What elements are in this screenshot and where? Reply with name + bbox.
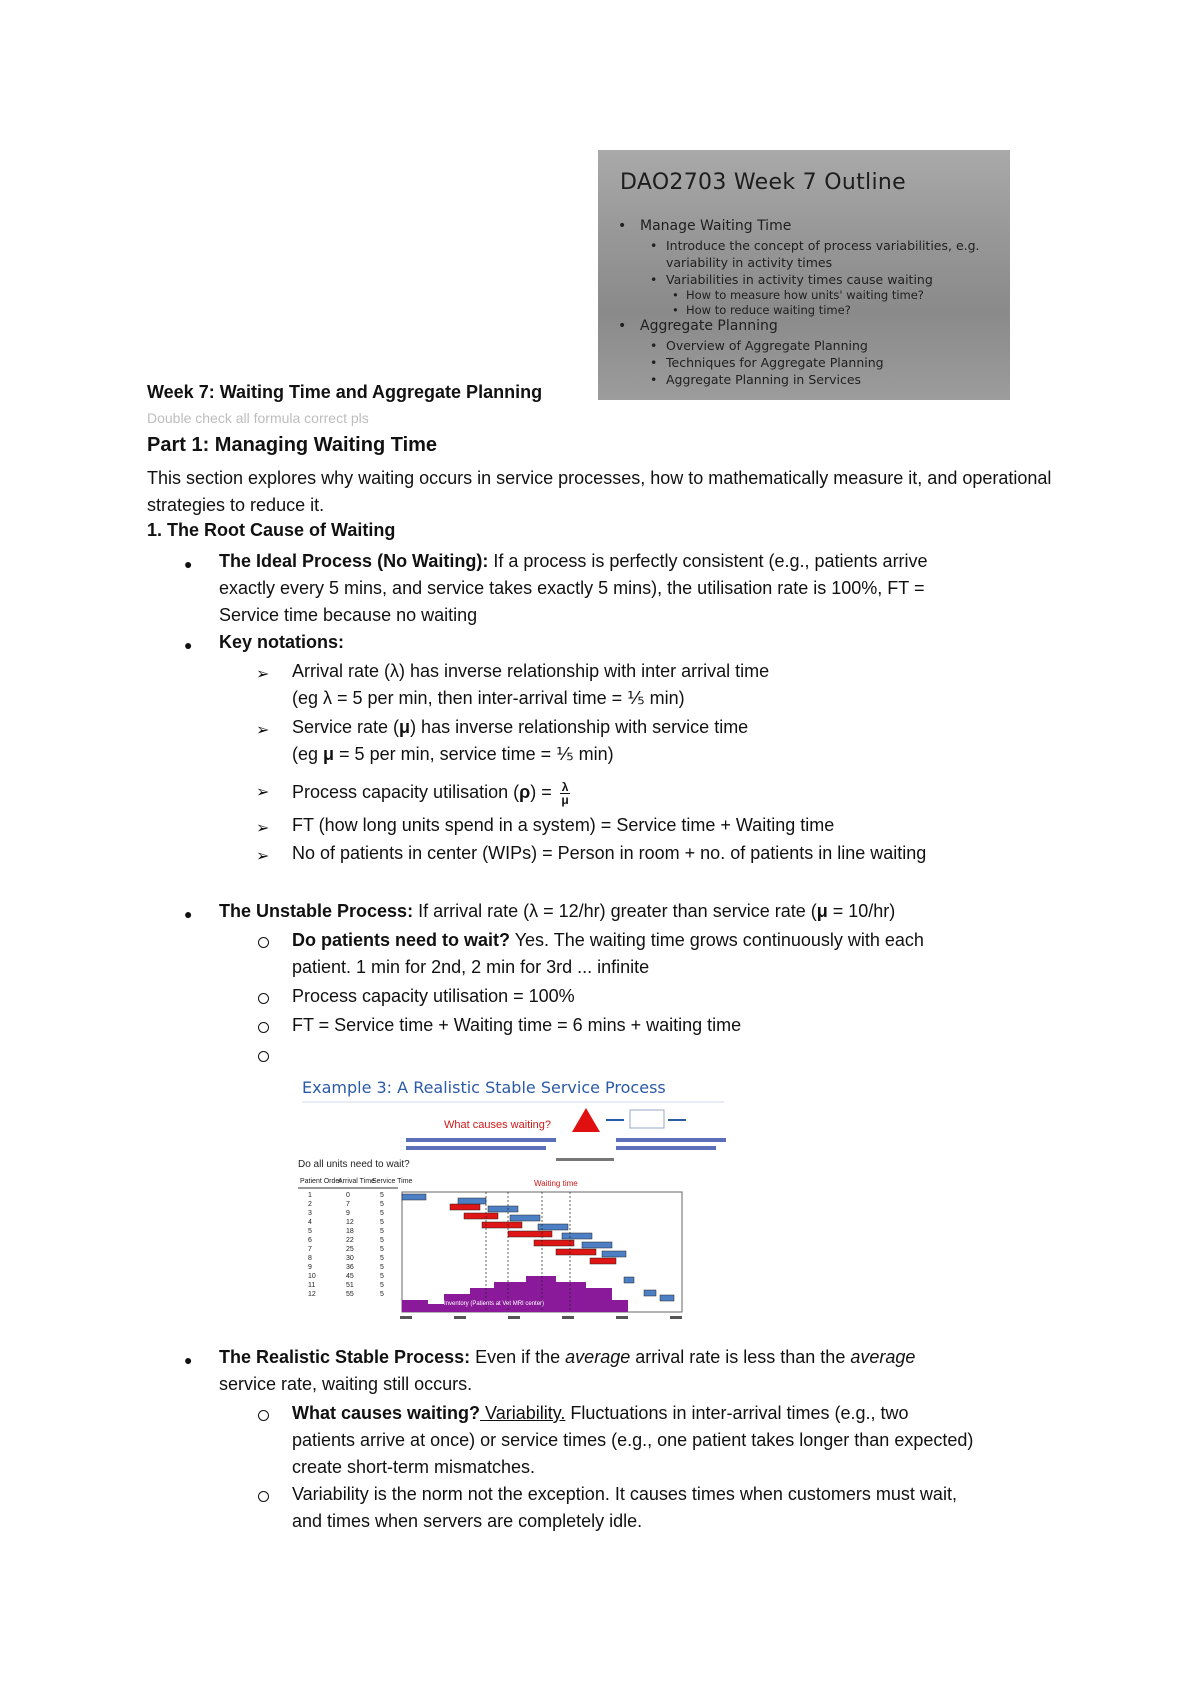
gantt-bars xyxy=(402,1192,674,1312)
table-cell: 5 xyxy=(380,1264,384,1271)
text: ) = xyxy=(530,782,557,802)
col-header-order: Patient Order xyxy=(300,1178,342,1185)
x-axis-ticks xyxy=(400,1316,682,1319)
gantt-bar xyxy=(644,1290,656,1296)
process-box-icon xyxy=(630,1110,664,1128)
hollow-bullet-icon xyxy=(258,1051,269,1062)
unstable-flow-time: FT = Service time + Waiting time = 6 mins + waiting time xyxy=(292,1015,742,1035)
unstable-wait-question xyxy=(292,927,924,954)
gantt-bar xyxy=(556,1249,596,1255)
gantt-bar xyxy=(562,1233,592,1239)
table-cell: 5 xyxy=(308,1228,312,1235)
tick xyxy=(670,1316,682,1319)
arrow-bullet-icon: ➢ xyxy=(256,784,270,801)
example3-title: Example 3: A Realistic Stable Service Process xyxy=(302,1078,666,1097)
hollow-bullet-icon xyxy=(258,1491,269,1502)
ideal-line2: exactly every 5 mins, and service takes exactly 5 mins), the utilisation rate is 100%, FT = xyxy=(219,578,925,598)
note-bar xyxy=(556,1158,614,1161)
gantt-bar xyxy=(660,1295,674,1301)
gantt-bar xyxy=(482,1222,522,1228)
fraction-lambda-over-mu xyxy=(560,781,571,806)
table-cell: 22 xyxy=(346,1237,354,1244)
table-cell: 5 xyxy=(380,1291,384,1298)
table-cell: 3 xyxy=(308,1210,312,1217)
slide-outline-item: • Manage Waiting Time xyxy=(614,218,1010,235)
key-notations-label: Key notations: xyxy=(219,632,345,652)
hollow-bullet-icon xyxy=(258,937,269,948)
ideal-text1: If a process is perfectly consistent (e.g., patients arrive xyxy=(488,551,928,571)
mu-symbol: μ xyxy=(323,744,335,764)
table-cell: 5 xyxy=(380,1237,384,1244)
inventory-legend: Inventory (Patients at Vet MRI center) xyxy=(444,1301,545,1307)
gantt-bar xyxy=(464,1213,498,1219)
table-cell: 45 xyxy=(346,1273,354,1280)
hollow-bullet-icon xyxy=(258,1022,269,1033)
gantt-bar xyxy=(582,1242,612,1248)
unstable-wait-answer: patient. 1 min for 2nd, 2 min for 3rd ... infinite xyxy=(292,957,650,977)
notation-arrival-rate: Arrival rate (λ) has inverse relationship with inter arrival time xyxy=(292,661,770,681)
text: = 5 per min, service time = ⅕ min) xyxy=(334,744,614,764)
text: Process capacity utilisation ( xyxy=(292,782,520,802)
gantt-bar xyxy=(508,1231,552,1237)
norm-line2: and times when servers are completely idle. xyxy=(292,1511,643,1531)
patient-table xyxy=(308,1192,384,1298)
table-header xyxy=(300,1178,413,1185)
table-cell: 36 xyxy=(346,1264,354,1271)
gantt-bar xyxy=(602,1251,626,1257)
variability-underlined: Variability. xyxy=(480,1403,566,1423)
table-cell: 6 xyxy=(308,1237,312,1244)
table-cell: 9 xyxy=(308,1264,312,1271)
table-cell: 10 xyxy=(308,1273,316,1280)
table-cell: 5 xyxy=(380,1282,384,1289)
text: Yes. The waiting time grows continuously with each xyxy=(510,930,924,950)
tick xyxy=(616,1316,628,1319)
slide-image-week7-outline xyxy=(598,150,1010,400)
note-bar xyxy=(616,1138,726,1142)
slide-outline-item: • Aggregate Planning in Services xyxy=(614,371,1010,388)
what-causes-waiting-label: What causes waiting? xyxy=(444,1119,551,1131)
bullet-realistic: ● xyxy=(184,1352,193,1368)
text: = 10/hr) xyxy=(827,901,896,921)
table-cell: 12 xyxy=(346,1219,354,1226)
hollow-bullet-icon xyxy=(258,1410,269,1421)
gantt-bar xyxy=(450,1204,480,1210)
table-cell: 2 xyxy=(308,1201,312,1208)
cause-label: What causes waiting? xyxy=(292,1403,481,1423)
table-cell: 7 xyxy=(308,1246,312,1253)
slide-outline-item: • Techniques for Aggregate Planning xyxy=(614,354,1010,371)
notation-flow-time: FT (how long units spend in a system) = Service time + Waiting time xyxy=(292,815,835,835)
question-label: Do patients need to wait? xyxy=(292,930,511,950)
cause-line3: create short-term mismatches. xyxy=(292,1457,536,1477)
notation-wip: No of patients in center (WIPs) = Person in room + no. of patients in line waiting xyxy=(292,843,927,863)
gantt-bar xyxy=(624,1277,634,1283)
notation-service-example xyxy=(292,741,614,768)
slide-title: DAO2703 Week 7 Outline xyxy=(620,170,906,195)
table-cell: 1 xyxy=(308,1192,312,1199)
arrow-bullet-icon: ➢ xyxy=(256,666,270,683)
table-cell: 5 xyxy=(380,1246,384,1253)
realistic-label: The Realistic Stable Process: xyxy=(219,1347,471,1367)
bullet-unstable: ● xyxy=(184,906,193,922)
unstable-label: The Unstable Process: xyxy=(219,901,414,921)
fraction-denominator: μ xyxy=(561,792,569,807)
table-cell: 12 xyxy=(308,1291,316,1298)
gantt-bar xyxy=(402,1194,426,1200)
slide-outline-item: • Aggregate Planning xyxy=(614,318,1010,335)
notation-utilisation xyxy=(292,772,570,812)
slide-outline-item: • Overview of Aggregate Planning xyxy=(614,337,1010,354)
table-cell: 5 xyxy=(380,1210,384,1217)
note-bar xyxy=(616,1146,716,1150)
section1-heading: 1. The Root Cause of Waiting xyxy=(147,520,396,540)
gantt-bar xyxy=(458,1198,486,1204)
rho-symbol: ρ xyxy=(519,782,531,802)
table-cell: 4 xyxy=(308,1219,312,1226)
waiting-time-label: Waiting time xyxy=(534,1179,578,1188)
table-cell: 11 xyxy=(308,1282,316,1289)
table-cell: 5 xyxy=(380,1192,384,1199)
text: (eg xyxy=(292,744,324,764)
slide-outline-list xyxy=(614,218,1010,388)
table-cell: 5 xyxy=(380,1228,384,1235)
reviewer-note: Double check all formula correct pls xyxy=(147,410,369,426)
slide-outline-item: • How to reduce waiting time? xyxy=(614,303,1010,318)
slide-outline-item: • How to measure how units' waiting time? xyxy=(614,288,1010,303)
example3-figure xyxy=(294,1072,730,1324)
warning-triangle-icon xyxy=(572,1108,600,1132)
bullet-ideal: ● xyxy=(184,556,193,572)
slide-outline-item: • Introduce the concept of process variabilities, e.g. xyxy=(614,237,1010,254)
cause-line2: patients arrive at once) or service times (e.g., one patient takes longer than expected) xyxy=(292,1430,974,1450)
gantt-bar xyxy=(538,1224,568,1230)
arrow-bullet-icon: ➢ xyxy=(256,848,270,865)
ideal-line1 xyxy=(219,548,928,575)
table-cell: 5 xyxy=(380,1201,384,1208)
ideal-line3: Service time because no waiting xyxy=(219,605,478,625)
document-title: Week 7: Waiting Time and Aggregate Planning xyxy=(147,382,543,402)
table-cell: 5 xyxy=(380,1273,384,1280)
tick xyxy=(508,1316,520,1319)
hollow-bullet-icon xyxy=(258,993,269,1004)
table-cell: 0 xyxy=(346,1192,350,1199)
mu-symbol: μ xyxy=(399,717,411,737)
example3-slide-image xyxy=(294,1072,730,1324)
table-cell: 8 xyxy=(308,1255,312,1262)
variability-notes xyxy=(406,1138,726,1161)
average-italic: average xyxy=(850,1347,916,1367)
arrow-bullet-icon: ➢ xyxy=(256,722,270,739)
slide-outline-item: • Variabilities in activity times cause waiting xyxy=(614,271,1010,288)
norm-line1: Variability is the norm not the exception. It causes times when customers must wait, xyxy=(292,1484,957,1504)
text: arrival rate is less than the xyxy=(630,1347,851,1367)
unstable-line xyxy=(219,898,895,925)
table-cell: 51 xyxy=(346,1282,354,1289)
gantt-bar xyxy=(510,1215,540,1221)
realistic-line2: service rate, waiting still occurs. xyxy=(219,1374,473,1394)
gantt-bar xyxy=(488,1206,518,1212)
part1-heading: Part 1: Managing Waiting Time xyxy=(147,434,438,456)
notation-arrival-example: (eg λ = 5 per min, then inter-arrival time = ⅕ min) xyxy=(292,688,685,708)
text: Service rate ( xyxy=(292,717,400,737)
cause-line1 xyxy=(292,1400,909,1427)
text: Even if the xyxy=(470,1347,566,1367)
intro-paragraph: This section explores why waiting occurs in service processes, how to mathematically measure it, and operational strategies to reduce it. xyxy=(147,468,1052,515)
notation-service-rate xyxy=(292,714,748,741)
tick xyxy=(400,1316,412,1319)
table-cell: 30 xyxy=(346,1255,354,1262)
fraction-numerator: λ xyxy=(561,779,569,794)
col-header-service: Service Time xyxy=(372,1178,413,1185)
col-header-arrival: Arrival Time xyxy=(338,1178,375,1185)
tick xyxy=(562,1316,574,1319)
table-cell: 25 xyxy=(346,1246,354,1253)
ideal-label: The Ideal Process (No Waiting): xyxy=(219,551,489,571)
text: Fluctuations in inter-arrival times (e.g., two xyxy=(565,1403,909,1423)
table-cell: 5 xyxy=(380,1255,384,1262)
text: ) has inverse relationship with service time xyxy=(410,717,749,737)
text: If arrival rate (λ = 12/hr) greater than service rate ( xyxy=(413,901,817,921)
table-cell: 55 xyxy=(346,1291,354,1298)
table-cell: 5 xyxy=(380,1219,384,1226)
gantt-bar xyxy=(534,1240,574,1246)
realistic-line1 xyxy=(219,1344,915,1371)
table-cell: 7 xyxy=(346,1201,350,1208)
gantt-bar xyxy=(590,1258,616,1264)
table-cell: 18 xyxy=(346,1228,354,1235)
arrow-bullet-icon: ➢ xyxy=(256,820,270,837)
do-units-wait-label: Do all units need to wait? xyxy=(298,1159,410,1170)
note-bar xyxy=(406,1138,556,1142)
mu-symbol: μ xyxy=(816,901,828,921)
unstable-utilisation: Process capacity utilisation = 100% xyxy=(292,986,575,1006)
average-italic: average xyxy=(565,1347,631,1367)
tick xyxy=(454,1316,466,1319)
note-bar xyxy=(406,1146,546,1150)
bullet-key-notations: ● xyxy=(184,637,193,653)
slide-outline-item: variability in activity times xyxy=(666,255,833,270)
table-cell: 9 xyxy=(346,1210,350,1217)
